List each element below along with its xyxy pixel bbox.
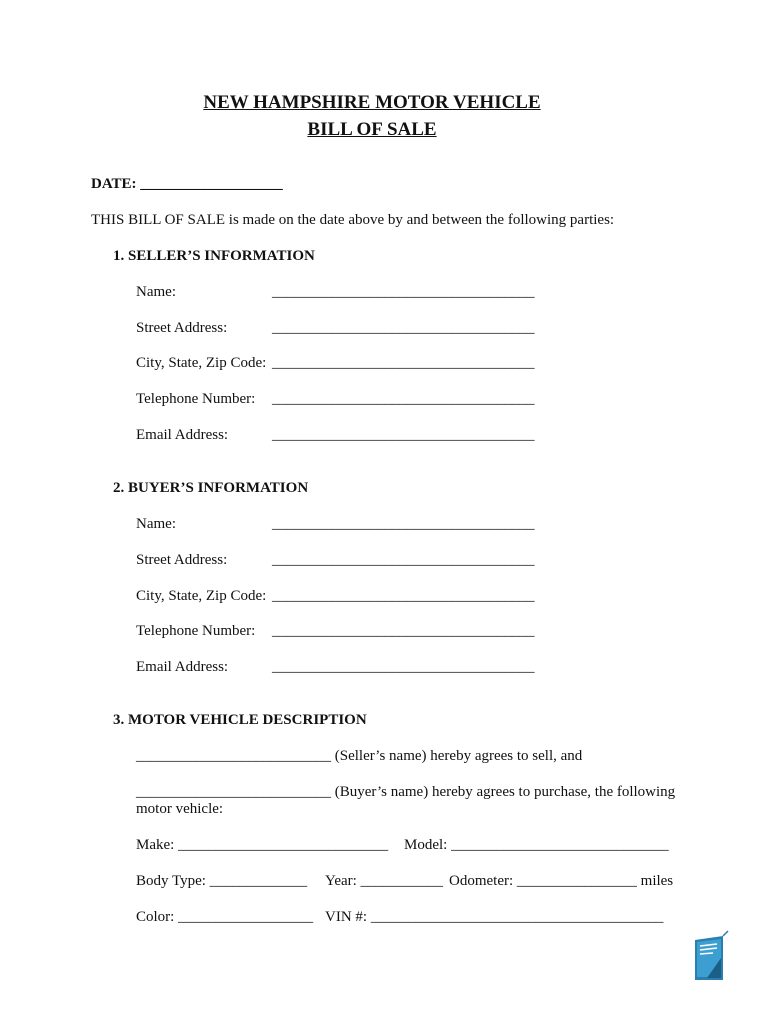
seller-email-field[interactable]: ___________________________________ <box>272 427 535 443</box>
buyer-city-label: City, State, Zip Code: <box>136 588 267 604</box>
model-field[interactable]: Model: _____________________________ <box>404 837 669 853</box>
buyer-name-label: Name: <box>136 516 176 532</box>
document-logo-icon <box>693 930 729 982</box>
seller-name-field[interactable]: ___________________________________ <box>272 284 535 300</box>
date-field[interactable]: DATE: ___________________ <box>91 176 283 192</box>
buyer-email-label: Email Address: <box>136 659 229 675</box>
buyer-phone-label: Telephone Number: <box>136 623 256 639</box>
buyer-city-field[interactable]: ___________________________________ <box>272 588 535 604</box>
document-title-line-2: BILL OF SALE <box>307 119 437 140</box>
seller-name-label: Name: <box>136 284 176 300</box>
seller-section-heading: 1. SELLER’S INFORMATION <box>113 248 315 264</box>
seller-street-field[interactable]: ___________________________________ <box>272 320 535 336</box>
body-type-field[interactable]: Body Type: _____________ <box>136 873 308 889</box>
seller-phone-field[interactable]: ___________________________________ <box>272 391 535 407</box>
intro-paragraph: THIS BILL OF SALE is made on the date above by and between the following parties: <box>91 212 615 228</box>
make-field[interactable]: Make: ____________________________ <box>136 837 389 853</box>
year-field[interactable]: Year: ___________ <box>325 873 444 889</box>
seller-email-label: Email Address: <box>136 427 229 443</box>
buyer-street-label: Street Address: <box>136 552 228 568</box>
document-title-line-1: NEW HAMPSHIRE MOTOR VEHICLE <box>203 92 541 113</box>
seller-street-label: Street Address: <box>136 320 228 336</box>
seller-city-field[interactable]: ___________________________________ <box>272 355 535 371</box>
buyer-agreement-continuation: motor vehicle: <box>136 801 224 817</box>
seller-phone-label: Telephone Number: <box>136 391 256 407</box>
vin-field[interactable]: VIN #: _______________________________________ <box>325 909 664 925</box>
odometer-field[interactable]: Odometer: ________________ miles <box>449 873 674 889</box>
seller-city-label: City, State, Zip Code: <box>136 355 267 371</box>
buyer-name-field[interactable]: ___________________________________ <box>272 516 535 532</box>
color-field[interactable]: Color: __________________ <box>136 909 314 925</box>
seller-agreement-line[interactable]: __________________________ (Seller’s name) hereby agrees to sell, and <box>136 748 583 764</box>
buyer-phone-field[interactable]: ___________________________________ <box>272 623 535 639</box>
vehicle-section-heading: 3. MOTOR VEHICLE DESCRIPTION <box>113 712 367 728</box>
buyer-agreement-line[interactable]: __________________________ (Buyer’s name) hereby agrees to purchase, the following <box>136 784 676 800</box>
buyer-section-heading: 2. BUYER’S INFORMATION <box>113 480 309 496</box>
buyer-email-field[interactable]: ___________________________________ <box>272 659 535 675</box>
buyer-street-field[interactable]: ___________________________________ <box>272 552 535 568</box>
